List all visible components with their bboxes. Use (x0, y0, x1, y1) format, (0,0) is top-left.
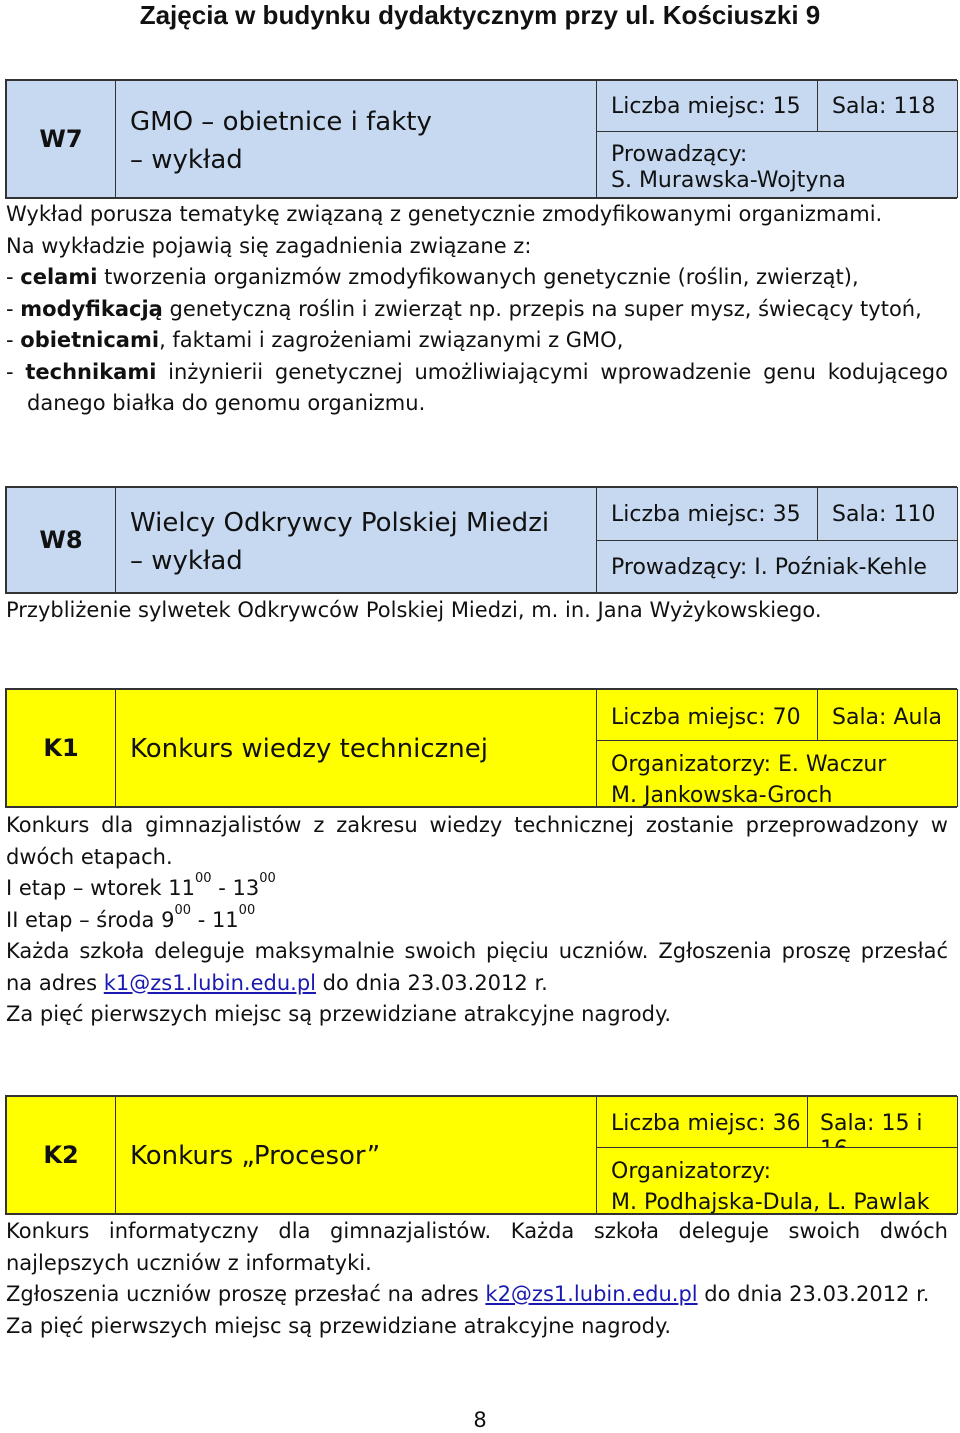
room-cell (817, 80, 958, 132)
event-title: Wielcy Odkrywcy Polskiej Miedzi (130, 508, 550, 538)
seats-cell (596, 689, 818, 741)
email-link[interactable]: k2@zs1.lubin.edu.pl (485, 1282, 698, 1306)
list-item: - technikami inżynierii genetycznej umożliwiającymi wprowadzenie genu kodującego danego białka do genomu organizmu. (6, 359, 948, 415)
room-cell (817, 487, 958, 541)
organizer-name: Organizatorzy: E. Waczur (611, 752, 887, 777)
room-number: Sala: 110 (832, 502, 936, 527)
prize-note: Za pięć pierwszych miejsc są przewidziane atrakcyjne nagrody. (6, 1313, 672, 1338)
email-link[interactable]: k1@zs1.lubin.edu.pl (103, 970, 316, 995)
event-title-cell (115, 487, 597, 593)
event-description-k1 (6, 810, 948, 1031)
room-cell (807, 1096, 958, 1148)
description-line: Zgłoszenia uczniów proszę przesłać na adres k2@zs1.lubin.edu.pl do dnia 23.03.2012 r. (6, 1282, 930, 1306)
organizer-name: M. Podhajska-Dula, L. Pawlak (611, 1190, 930, 1215)
page-title: Zajęcia w budynku dydaktycznym przy ul. Kościuszki 9 (139, 0, 821, 30)
seats-cell (596, 487, 818, 541)
event-title-cell (115, 689, 597, 807)
event-title-cell (115, 1096, 597, 1214)
prize-note: Za pięć pierwszych miejsc są przewidziane atrakcyjne nagrody. (6, 1002, 672, 1026)
description-line: Konkurs informatyczny dla gimnazjalistów. Każda szkoła deleguje swoich dwóch najlepszych uczniów z informatyki. (6, 1219, 948, 1275)
description-line: Każda szkoła deleguje maksymalnie swoich pięciu uczniów. Zgłoszenia proszę przesłać na adres k1@zs1.lubin.edu.pl do dnia 23.03.2012 r. (6, 939, 948, 995)
room-number: Sala: Aula (832, 705, 943, 730)
event-subtitle: – wykład (130, 145, 243, 175)
event-code: K1 (6, 689, 116, 807)
event-title: GMO – obietnice i fakty (130, 107, 432, 137)
list-item: - celami tworzenia organizmów zmodyfikowanych genetycznie (roślin, zwierząt), (6, 265, 859, 289)
event-code: K2 (6, 1096, 116, 1214)
room-number: Sala: 15 i (820, 1111, 923, 1136)
instructor-name: S. Murawska-Wojtyna (611, 168, 846, 193)
event-code: W7 (6, 80, 116, 198)
schedule-stage-2: II etap – środa $9^{00} - 11^{00}$ (6, 902, 256, 932)
event-title: Konkurs „Procesor” (130, 1141, 381, 1171)
description-line: Konkurs dla gimnazjalistów z zakresu wiedzy technicznej zostanie przeprowadzony w dwóch etapach. (6, 813, 948, 869)
event-description-w8 (6, 595, 948, 627)
list-item: - modyfikacją genetyczną roślin i zwierząt np. przepis na super mysz, świecący tytoń, (6, 296, 922, 321)
event-title: Konkurs wiedzy technicznej (130, 734, 488, 764)
event-header-k2 (5, 1095, 957, 1215)
event-header-w8 (5, 486, 957, 594)
description-line: Przybliżenie sylwetek Odkrywców Polskiej Miedzi, m. in. Jana Wyżykowskiego. (6, 598, 822, 622)
instructor-cell (596, 131, 958, 198)
schedule-stage-1: I etap – wtorek $11^{00} - 13^{00}$ (6, 871, 276, 900)
organizer-name: M. Jankowska-Groch (611, 783, 833, 808)
organizers-cell (596, 1147, 958, 1214)
description-line: Wykład porusza tematykę związaną z genetycznie zmodyfikowanymi organizmami. (6, 202, 883, 226)
instructor-label: Prowadzący: (611, 142, 748, 167)
seats-count: Liczba miejsc: 36 (611, 1111, 801, 1136)
seats-cell (596, 1096, 808, 1148)
list-item: - obietnicami, faktami i zagrożeniami związanymi z GMO, (6, 328, 624, 352)
room-number: Sala: 118 (832, 94, 936, 119)
seats-count: Liczba miejsc: 15 (611, 94, 801, 119)
instructor-name: Prowadzący: I. Poźniak-Kehle (611, 555, 927, 580)
instructor-cell (596, 540, 958, 593)
description-line: Na wykładzie pojawią się zagadnienia związane z: (6, 233, 532, 258)
event-subtitle: – wykład (130, 546, 243, 576)
event-description-w7 (6, 199, 948, 420)
event-title-cell (115, 80, 597, 198)
page-number: 8 (473, 1408, 487, 1432)
event-code: W8 (6, 487, 116, 593)
event-header-k1 (5, 688, 957, 808)
seats-count: Liczba miejsc: 70 (611, 705, 801, 730)
event-description-k2 (6, 1216, 948, 1342)
seats-count: Liczba miejsc: 35 (611, 502, 801, 527)
organizer-label: Organizatorzy: (611, 1159, 772, 1184)
seats-cell (596, 80, 818, 132)
event-header-w7 (5, 79, 957, 199)
organizers-cell (596, 740, 958, 807)
room-cell (817, 689, 958, 741)
